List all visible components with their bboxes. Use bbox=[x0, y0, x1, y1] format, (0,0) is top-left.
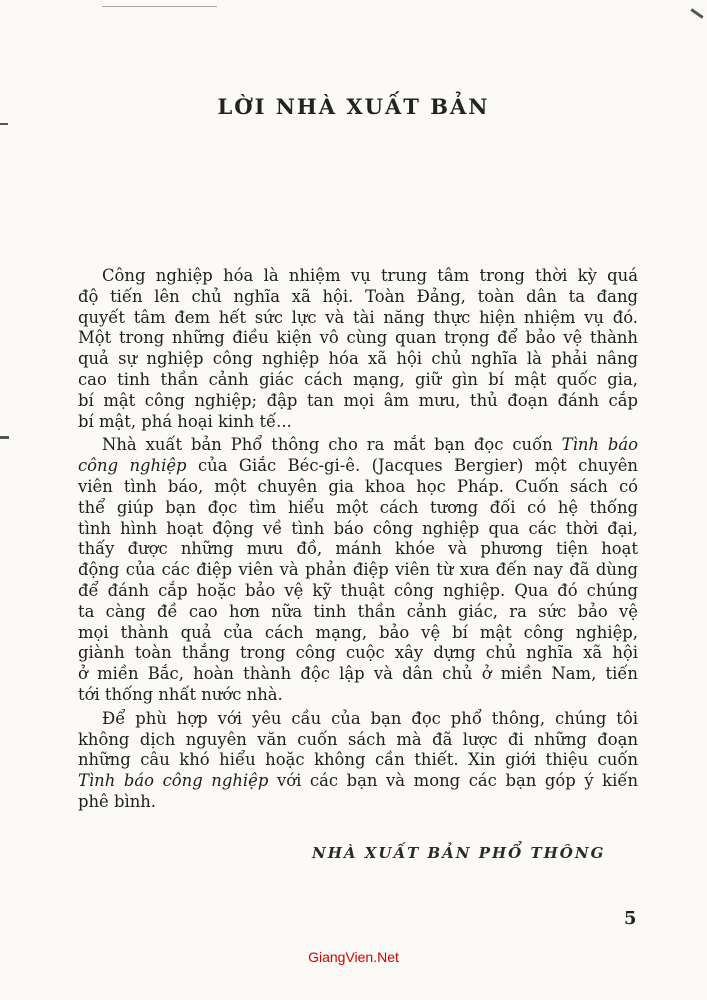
text-line: bí mật, phá hoại kinh tế... bbox=[78, 411, 292, 431]
text-line: Để phù hợp với yêu cầu của bạn đọc phổ thông, chúng tôi bbox=[102, 708, 638, 728]
text-line: phê bình. bbox=[78, 791, 157, 811]
text-line: giành toàn thắng trong công cuộc xây dựng chủ nghĩa xã hội bbox=[78, 643, 638, 663]
book-title-italic: công nghiệp bbox=[78, 456, 187, 476]
text-line: Công nghiệp hóa là nhiệm vụ trung tâm trong thời kỳ quá bbox=[102, 266, 638, 285]
scan-edge-mark bbox=[690, 8, 703, 18]
publisher-signature: NHÀ XUẤT BẢN PHỔ THÔNG bbox=[312, 844, 606, 862]
scan-edge-mark bbox=[0, 436, 9, 439]
paragraph-3 bbox=[78, 709, 638, 813]
book-title-italic: Tình báo bbox=[561, 435, 638, 455]
text-line: độ tiến lên chủ nghĩa xã hội. Toàn Đảng, toàn dân ta đang bbox=[78, 286, 638, 306]
text-line bbox=[78, 456, 638, 477]
watermark-text: GiangVien.Net bbox=[308, 949, 399, 965]
text-line: cao tinh thần cảnh giác cách mạng, giữ gìn bí mật quốc gia, bbox=[78, 369, 638, 389]
text-line: Một trong những điều kiện vô cùng quan trọng để bảo vệ thành bbox=[78, 328, 638, 348]
scan-edge-mark bbox=[0, 123, 8, 125]
text-line bbox=[78, 771, 638, 792]
text-line: tới thống nhất nước nhà. bbox=[78, 684, 283, 704]
page-title: LỜI NHÀ XUẤT BẢN bbox=[217, 94, 490, 119]
text-line: những câu khó hiểu hoặc không cần thiết. Xin giới thiệu cuốn bbox=[78, 750, 638, 770]
text-run: Nhà xuất bản Phổ thông cho ra mắt bạn đọc cuốn bbox=[102, 435, 562, 455]
text-line: bí mật công nghiệp; đập tan mọi âm mưu, thủ đoạn đánh cắp bbox=[78, 390, 638, 410]
publisher-note-body bbox=[78, 266, 638, 813]
text-line: không dịch nguyên văn cuốn sách mà đã lược đi những đoạn bbox=[78, 729, 638, 749]
text-line: viên tình báo, một chuyên gia khoa học Pháp. Cuốn sách có bbox=[78, 476, 638, 496]
text-line: thể giúp bạn đọc tìm hiểu một cách tương đối có hệ thống bbox=[78, 497, 638, 517]
text-line: tình hình hoạt động về tình báo công nghiệp qua các thời đại, bbox=[78, 518, 638, 538]
scan-edge-mark bbox=[102, 6, 217, 7]
text-line: ở miền Bắc, hoàn thành độc lập và dân chủ ở miền Nam, tiến bbox=[78, 664, 638, 684]
text-line bbox=[78, 435, 638, 456]
text-line: quyết tâm đem hết sức lực và tài năng thực hiện nhiệm vụ đó. bbox=[78, 307, 638, 327]
text-line: động của các điệp viên và phản điệp viên từ xưa đến nay đã dùng bbox=[78, 560, 638, 580]
text-line: mọi thành quả của cách mạng, bảo vệ bí mật công nghiệp, bbox=[78, 622, 638, 642]
paragraph-1 bbox=[78, 266, 638, 432]
text-line: thấy được những mưu đồ, mánh khóe và phương tiện hoạt bbox=[78, 539, 638, 559]
text-line: ta càng đề cao hơn nữa tinh thần cảnh giác, ra sức bảo vệ bbox=[78, 601, 638, 621]
book-title-italic: Tình báo công nghiệp bbox=[78, 771, 269, 791]
text-line: để đánh cắp hoặc bảo vệ kỹ thuật công nghiệp. Qua đó chúng bbox=[78, 580, 638, 600]
text-line: quả sự nghiệp công nghiệp hóa xã hội chủ nghĩa là phải nâng bbox=[78, 349, 638, 369]
paragraph-2 bbox=[78, 435, 638, 705]
text-run: với các bạn và mong các bạn góp ý kiến bbox=[268, 771, 638, 791]
page-number: 5 bbox=[624, 908, 637, 929]
text-run: của Giắc Béc-gi-ê. (Jacques Bergier) một chuyên bbox=[186, 456, 638, 476]
